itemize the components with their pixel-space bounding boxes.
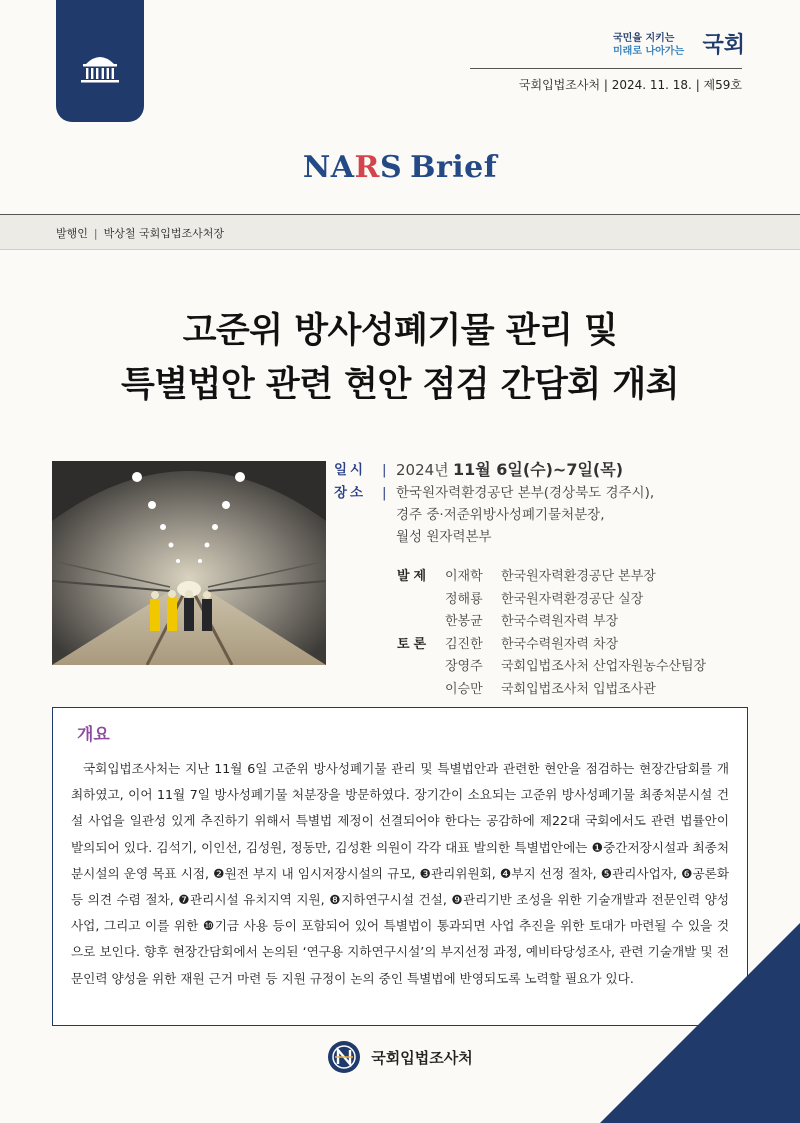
slogan-brand: 국회: [702, 33, 745, 58]
discussants-group: [397, 634, 777, 702]
date-value: 11월 6일(수)~7일(목): [452, 460, 624, 479]
event-info: [334, 459, 754, 548]
date-year: 2024년: [396, 461, 449, 479]
participant-row: 장영주 국회입법조사처 산업자원농수산팀장: [445, 659, 707, 674]
discussants-label: 토론: [397, 636, 431, 652]
participants: [397, 566, 777, 701]
assembly-building-icon: [78, 52, 122, 84]
presenters-group: [397, 566, 777, 634]
footer-org-name: 국회입법조사처: [371, 1048, 473, 1067]
brand-nars-s: S: [379, 150, 403, 185]
place-line: 경주 중·저준위방사성폐기물처분장,: [396, 507, 605, 523]
issue-info: 국회입법조사처 | 2024. 11. 18. | 제59호: [518, 78, 742, 92]
summary-title: 개요: [77, 725, 110, 745]
tunnel-photo: [52, 461, 326, 665]
title-line-2: 특별법안 관련 현안 점검 간담회 개최: [120, 365, 680, 405]
place-row: 장소 | 한국원자력환경공단 본부(경상북도 경주시), 경주 중·저준위방사성폐기물처분장, 월성 원자력본부: [334, 482, 754, 548]
place-line: 월성 원자력본부: [396, 529, 492, 545]
participant-row: 이승만 국회입법조사처 입법조사관: [445, 681, 656, 697]
brand-nars-r: R: [354, 150, 380, 185]
assembly-emblem-tab: [56, 0, 144, 122]
slogan-logo: [605, 28, 745, 62]
publisher-label: 발행인: [56, 227, 88, 240]
summary-body: 국회입법조사처는 지난 11월 6일 고준위 방사성폐기물 관리 및 특별법안과 관련한 현안을 점검하는 현장간담회를 개최하였고, 이어 11월 7일 방사성폐기물 처분장을 방문하였다. 장기간이 소요되는 고준위 방사성폐기물 최종처분시설 건설 사업을 일관성 있게 추진하기 위해서 특별법 제정이 선결되어야 한다는 공감하에 제22대 국회에서도 관련 법률안이 발의되어 있다. 김석기, 이인선, 김성원, 정동만, 김성환 의원이 각각 대표 발의한 특별법안에는 ❶중간저장시설과 최종처분시설의 운영 목표 시점, ❷원전 부지 내 임시저장시설의 규모, ❸관리위원회, ❹부지 선정 절차, ❺관리사업자, ❻공론화 등 의견 수렴 절차, ❼관리시설 유치지역 지원, ❽지하연구시설 건설, ❾관리기반 조성을 위한 기술개발과 전문인력 양성사업, 그리고 이를 위한 ❿기금 사용 등이 포함되어 있어 특별법이 통과되면 사업 추진을 위한 토대가 마련될 수 있을 것으로 보인다. 향후 현장간담회에서 논의된 ‘연구용 지하연구시설’의 부지선정 과정, 예비타당성조사, 관련 기술개발 및 전문인력 양성을 위한 재원 근거 마련 등 지원 규정이 논의 중인 특별법에 반영되도록 노력할 필요가 있다.: [71, 761, 729, 986]
date-row: 일시 | 2024년 11월 6일(수)~7일(목): [334, 460, 624, 479]
publisher-band: 발행인 | 박상철 국회입법조사처장: [0, 214, 800, 250]
page-title: [0, 304, 800, 412]
date-label: 일시: [334, 462, 367, 478]
nars-brief-logo: [0, 150, 800, 185]
title-line-1: 고준위 방사성폐기물 관리 및: [182, 311, 618, 351]
publisher-name: 박상철 국회입법조사처장: [103, 227, 224, 240]
presenters-label: 발제: [397, 569, 431, 584]
brand-brief: Brief: [410, 150, 498, 185]
header-divider: [470, 68, 742, 69]
participant-row: 한봉균 한국수력원자력 부장: [445, 614, 619, 629]
place-line: 한국원자력환경공단 본부(경상북도 경주시),: [396, 485, 655, 501]
participant-row: 김진한 한국수력원자력 차장: [445, 636, 619, 652]
corner-decoration: [560, 883, 800, 1123]
participant-row: 정해룡 한국원자력환경공단 실장: [445, 591, 644, 607]
nars-emblem-icon: [327, 1040, 361, 1074]
brand-nars-a: NA: [302, 150, 355, 185]
place-label: 장소: [334, 485, 367, 501]
participant-row: 이재학 한국원자력환경공단 본부장: [445, 569, 656, 584]
slogan-line-1: 국민을 지키는: [613, 33, 675, 44]
slogan-line-2: 미래로 나아가는: [613, 46, 685, 57]
